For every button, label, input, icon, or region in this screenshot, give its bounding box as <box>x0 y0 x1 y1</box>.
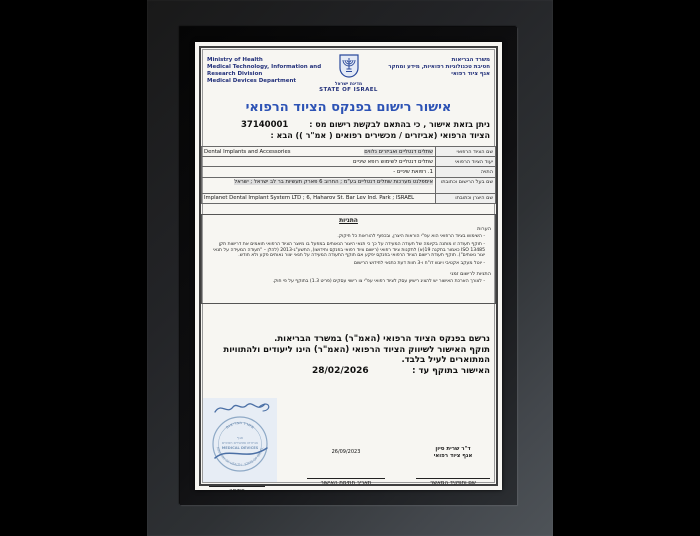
device-info-table <box>201 146 496 204</box>
division-line: Medical Technology, Information and Research Division <box>207 64 322 77</box>
conditions-title: התניות <box>339 217 358 224</box>
row-value <box>202 177 436 193</box>
device-name-hebrew: שתלים דנטליים ואביזרים נלווים <box>364 148 433 155</box>
department-line-he: אגף ציוד רפואי <box>451 71 490 77</box>
emblem-caption-english: STATE OF ISRAEL <box>319 87 378 93</box>
picture-frame <box>147 0 553 536</box>
signature-label: חתימה <box>229 488 245 494</box>
stamp-arc-top-text: משרד הבריאות <box>224 419 256 430</box>
stamp-inner-line3: MEDICAL DEVICES <box>221 446 259 450</box>
approver-line <box>416 478 490 479</box>
stamp-inner-line2: אביזרים ומכשירים רפואיים <box>221 441 259 445</box>
ministry-name-hebrew <box>380 57 490 78</box>
temporary-notes-list <box>210 279 485 285</box>
notes-list <box>210 234 485 267</box>
row-label: יעוד הציוד הרפואי <box>436 157 496 167</box>
device-name-english: Dental Implants and Accessories <box>204 148 291 155</box>
row-value <box>202 147 436 157</box>
note-item: - יוטל מעקב אקטיבי ויוגש דו"ח ו-3 חוות דעת כתנאי לחידוש הרישום <box>210 261 485 267</box>
date-line <box>307 478 385 479</box>
intro-line1-text: ניתן בזאת אישור , כי בהתאם לבקשת רישום מס : <box>309 120 490 129</box>
approver-label: שם ותפקיד המאשר <box>430 480 476 486</box>
date-label: תאריך חתימת האישור <box>320 480 372 486</box>
ministry-line-he: משרד הבריאות <box>451 57 490 63</box>
certificate-header <box>207 54 490 98</box>
note-item: - תוקף תעודה זו מותנה בקיומה של תעודה המעידה על כך כי תנאי היצור הנאותים במפעל בו מיוצר הציוד הרפואי תואמים את דרישות תקן ISO 13485 כאמור בתקנה 19(א) לתקנות ציוד רפואי (רישום ציוד רפואי בפנקס וחידושו), התשע"ג-2013 (להלן – "תעודה המעידה על תנאי יצור נאותים"). תוקף תעודת רישום הציוד הרפואי בפנקס יפקע אם תוקף התעודה המעידה על תנאי יצור נאותים פקע ולא חודש. <box>210 242 485 259</box>
certificate-title: אישור רישום בפנקס הציוד הרפואי <box>245 100 452 115</box>
statement-line2: תוקף האישור לשיווק הציוד הרפואי (האמ"ר) הינו ליעודים ולהתוויות <box>223 344 490 355</box>
stamp-arc-bottom-text: MINISTRY OF HEALTH · STATE OF ISRAEL <box>215 446 265 468</box>
approver-block <box>416 446 490 460</box>
table-row <box>202 193 496 203</box>
validity-label: האישור בתוקף עד : <box>412 365 490 376</box>
row-label: שם הציוד הרפואי <box>436 147 496 157</box>
table-row <box>202 167 496 177</box>
row-label: התויה <box>436 167 496 177</box>
stamp-scan-area <box>203 398 277 482</box>
registration-number: 37140001 <box>241 120 289 130</box>
ministry-stamp-icon <box>203 398 277 482</box>
certificate-document <box>195 42 502 494</box>
notes-label: הערות <box>477 226 491 232</box>
registrant-name-address: אימפלנט מערכות שתלים דנטליים בע"מ ; החרוב 6 פארק תעשיות בר לב ישראל ; ישראל <box>234 179 433 186</box>
row-label: שם בעל הרישום וכתובתו <box>436 177 496 193</box>
signature-squiggle-top <box>215 404 265 412</box>
statement-line3: המתוארים לעיל בלבד. <box>401 355 490 365</box>
intro-line1 <box>207 120 490 131</box>
manufacturer-name-address: Implanet Dental Implant System LTD ; 6, Haharov St. Bar Lev Ind. Park ; ISRAEL <box>202 193 436 203</box>
temporary-conditions-label: התניות לרישום זמני <box>450 271 491 278</box>
table-row <box>202 177 496 193</box>
intro-block <box>207 120 490 141</box>
note-item: - לצורך הארכת האישור יש להציג רישיון עסק לציוד רפואי עפ"י צו רישוי עסקים (פריט 1.3) בתוקף על פי חוק. <box>210 279 485 285</box>
department-line: Medical Devices Department <box>207 78 297 84</box>
table-row <box>202 157 496 167</box>
emblem-caption-hebrew: מדינת ישראל <box>334 82 363 87</box>
stamp-inner-line1: אגף <box>236 436 244 440</box>
statement-line1: נרשם בפנקס הציוד הרפואי (האמ"ר) במשרד הבריאות. <box>274 334 490 344</box>
table-row <box>202 147 496 157</box>
validity-date: 28/02/2026 <box>312 365 369 376</box>
conditions-box <box>201 214 496 304</box>
division-line-he: חטיבת טכנולוגיות רפואיות, מידע ומחקר <box>388 64 490 70</box>
signing-date: 26/09/2023 <box>331 449 361 455</box>
svg-text:משרד הבריאות <box>225 420 256 430</box>
approver-role: אגף ציוד רפואי <box>433 453 473 459</box>
ministry-line: Ministry of Health <box>207 57 263 63</box>
israel-emblem-icon <box>338 54 360 78</box>
validity-line <box>207 366 490 377</box>
registration-statement <box>207 334 490 376</box>
signature-line <box>209 486 265 487</box>
row-label: שם היצרן וכתובתו <box>436 193 496 203</box>
row-value: 1. רפואת שיניים - <box>202 167 436 177</box>
row-value: שתלים דנטליים לשימוש רופא שיניים <box>202 157 436 167</box>
intro-line2: הציוד הרפואי (אביזרים / מכשירים רפואים ( אמ"ר )) הבא : <box>270 130 490 140</box>
note-item: - השימוש בציוד הרפואי הוא עפ"י הוראות היצרן, ובכפוף להוראות כל חיקוק. <box>210 234 485 240</box>
approver-name: ד"ר שרית סיון <box>435 446 471 452</box>
